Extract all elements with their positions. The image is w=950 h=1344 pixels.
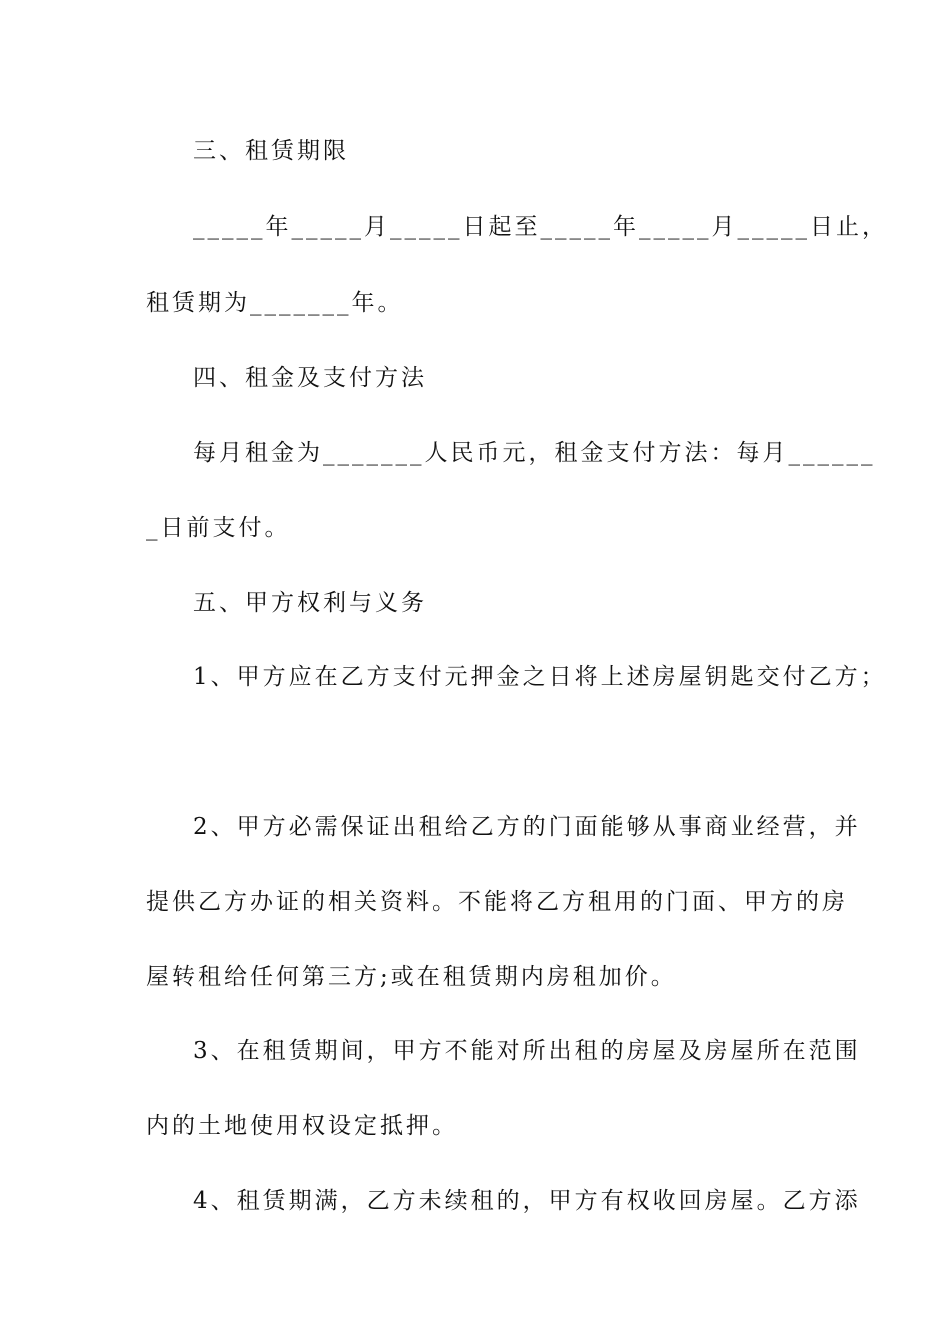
clause-4-line-1: 4、租赁期满，乙方未续租的，甲方有权收回房屋。乙方添: [193, 1188, 861, 1214]
lease-period-line: 租赁期为_______年。: [146, 290, 404, 316]
clause-3-line-1: 3、在租赁期间，甲方不能对所出租的房屋及房屋所在范围: [193, 1038, 861, 1064]
lease-term-dates-line: _____年_____月_____日起至_____年_____月_____日止，: [193, 214, 888, 240]
clause-2-line-2: 提供乙方办证的相关资料。不能将乙方租用的门面、甲方的房: [146, 889, 848, 915]
section-heading-lessor-rights: 五、甲方权利与义务: [193, 590, 427, 616]
section-heading-rent-payment: 四、租金及支付方法: [193, 365, 427, 391]
section-heading-lease-term: 三、租赁期限: [193, 138, 349, 164]
clause-2-line-3: 屋转租给任何第三方;或在租赁期内房租加价。: [146, 964, 677, 990]
monthly-rent-line: 每月租金为_______人民币元，租金支付方法：每月______: [193, 440, 876, 466]
payment-date-line: _日前支付。: [146, 515, 291, 541]
clause-3-line-2: 内的土地使用权设定抵押。: [146, 1113, 458, 1139]
clause-2-line-1: 2、甲方必需保证出租给乙方的门面能够从事商业经营，并: [193, 814, 861, 840]
clause-1: 1、甲方应在乙方支付元押金之日将上述房屋钥匙交付乙方；: [193, 664, 887, 690]
